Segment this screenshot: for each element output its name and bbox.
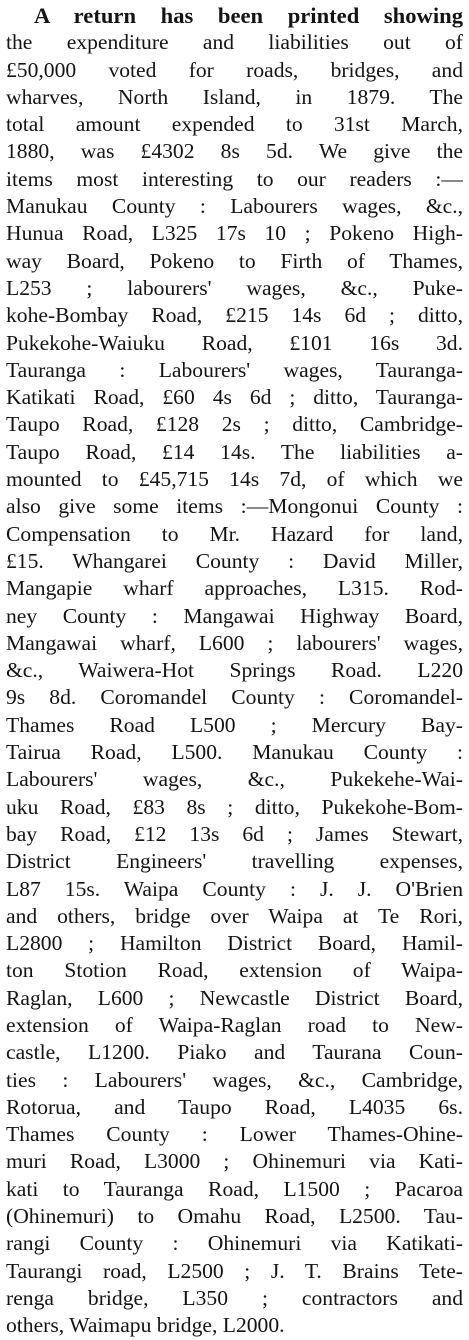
text-line: £15. Whangarei County : David Miller, (6, 548, 463, 573)
text-line: mounted to £45,715 14s 7d, of which we (6, 467, 463, 492)
text-line: £50,000 voted for roads, bridges, and (6, 57, 463, 82)
text-line: District Engineers' travelling expenses, (6, 849, 463, 874)
text-line: wharves, North Island, in 1879. The (6, 84, 463, 109)
news-article (6, 2, 463, 1340)
text-line-last: others, Waimapu bridge, L2000. (6, 1313, 285, 1338)
text-line: 1880, was £4302 8s 5d. We give the (6, 139, 463, 164)
text-line: bay Road, £12 13s 6d ; James Stewart, (6, 821, 463, 846)
text-line: extension of Waipa-Raglan road to New- (6, 1012, 463, 1037)
text-line: ties : Labourers' wages, &c., Cambridge, (6, 1067, 463, 1092)
text-line: L87 15s. Waipa County : J. J. O'Brien (6, 876, 463, 901)
text-line: Katikati Road, £60 4s 6d ; ditto, Tauranga- (6, 385, 463, 410)
text-line: kohe-Bombay Road, £215 14s 6d ; ditto, (6, 303, 463, 328)
text-line: Mangawai wharf, L600 ; labourers' wages, (6, 630, 463, 655)
text-line: Taupo Road, £128 2s ; ditto, Cambridge- (6, 412, 463, 437)
text-line: Labourers' wages, &c., Pukekehe-Wai- (6, 767, 463, 792)
text-line: Thames County : Lower Thames-Ohine- (6, 1122, 463, 1147)
text-line: way Board, Pokeno to Firth of Thames, (6, 248, 463, 273)
text-line: Tauranga : Labourers' wages, Tauranga- (6, 357, 463, 382)
text-line: also give some items :—Mongonui County : (6, 494, 463, 519)
text-line: L253 ; labourers' wages, &c., Puke- (6, 275, 463, 300)
text-line: kati to Tauranga Road, L1500 ; Pacaroa (6, 1176, 463, 1201)
text-line: uku Road, £83 8s ; ditto, Pukekohe-Bom- (6, 794, 463, 819)
text-line: Manukau County : Labourers wages, &c., (6, 194, 463, 219)
text-line: items most interesting to our readers :— (6, 166, 463, 191)
text-line: &c., Waiwera-Hot Springs Road. L220 (6, 658, 463, 683)
text-line: Hunua Road, L325 17s 10 ; Pokeno High- (6, 221, 463, 246)
text-line: Taurangi road, L2500 ; J. T. Brains Tete- (6, 1258, 463, 1283)
text-line: Thames Road L500 ; Mercury Bay- (6, 712, 463, 737)
text-line: rangi County : Ohinemuri via Katikati- (6, 1231, 463, 1256)
text-line: ton Stotion Road, extension of Waipa- (6, 958, 463, 983)
text-line: Taupo Road, £14 14s. The liabilities a- (6, 439, 463, 464)
text-line: Raglan, L600 ; Newcastle District Board, (6, 985, 463, 1010)
text-line: total amount expended to 31st March, (6, 112, 463, 137)
text-line: (Ohinemuri) to Omahu Road, L2500. Tau- (6, 1204, 463, 1229)
text-line: and others, bridge over Waipa at Te Rori, (6, 903, 463, 928)
article-headline: A return has been printed showing (34, 3, 463, 28)
text-line: L2800 ; Hamilton District Board, Hamil- (6, 931, 463, 956)
text-line: Compensation to Mr. Hazard for land, (6, 521, 463, 546)
text-line: castle, L1200. Piako and Taurana Coun- (6, 1040, 463, 1065)
text-line: renga bridge, L350 ; contractors and (6, 1285, 463, 1310)
text-line: muri Road, L3000 ; Ohinemuri via Kati- (6, 1149, 463, 1174)
text-line: Rotorua, and Taupo Road, L4035 6s. (6, 1094, 463, 1119)
text-line: 9s 8d. Coromandel County : Coromandel- (6, 685, 463, 710)
text-line: the expenditure and liabilities out of (6, 30, 463, 55)
text-line: ney County : Mangawai Highway Board, (6, 603, 463, 628)
text-line: Pukekohe-Waiuku Road, £101 16s 3d. (6, 330, 463, 355)
text-line: Mangapie wharf approaches, L315. Rod- (6, 576, 463, 601)
text-line: Tairua Road, L500. Manukau County : (6, 740, 463, 765)
article-body (6, 29, 463, 1339)
